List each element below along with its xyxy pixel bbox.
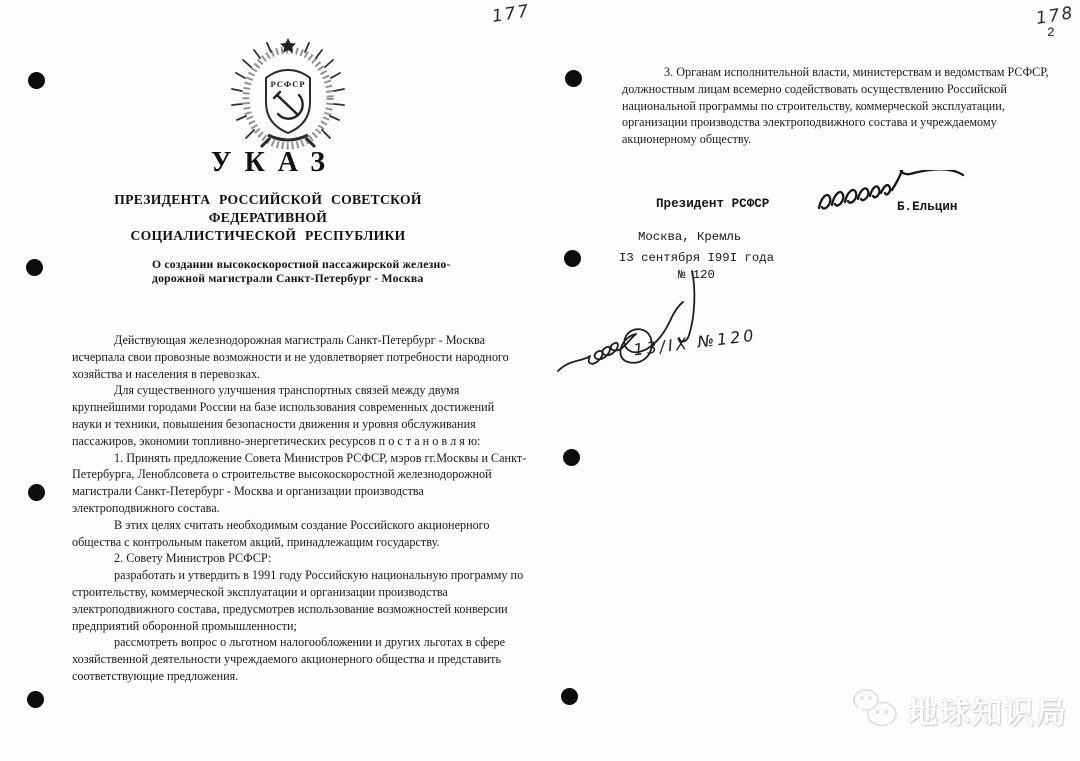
subject-line-2: дорожной магистрали Санкт-Петербург - Москва — [152, 271, 424, 285]
body-line: соответствующие предложения. — [72, 668, 239, 683]
punch-hole-dot — [563, 449, 580, 466]
decree-body-right — [622, 64, 1072, 148]
body-line: магистрали Санкт-Петербург - Москва и организации производства — [72, 484, 424, 499]
body-line: электроподвижного состава, предусмотрев использование возможностей конверсии — [72, 601, 508, 616]
body-line: хозяйственной деятельности учреждаемого акционерного общества и представить — [72, 652, 502, 667]
body-line: акционерному обществу. — [622, 132, 752, 147]
decree-body-left — [72, 332, 552, 685]
watermark — [852, 688, 1068, 732]
handwritten-date-note: 13/IX №120 — [632, 325, 758, 360]
body-line: организации производства электроподвижного состава и учреждаемому — [622, 115, 997, 130]
signatory-title: Президент РСФСР — [656, 197, 770, 211]
decree-date: I3 сентября I99I года — [619, 251, 774, 265]
body-line: крупнейшими городами России на базе использования современных достижений — [72, 400, 495, 415]
punch-hole-dot — [561, 688, 578, 705]
issuer-line-2: СОЦИАЛИСТИЧЕСКОЙ РЕСПУБЛИКИ — [130, 228, 406, 243]
body-line: общества с контрольным пакетом акций, принадлежащим государству. — [72, 534, 440, 549]
decree-issuer — [62, 191, 474, 245]
body-line: пассажиров, экономии топливно-энергетических ресурсов п о с т а н о в л я ю: — [72, 433, 481, 448]
decree-subject — [152, 258, 451, 286]
body-line: Действующая железнодорожная магистраль Санкт-Петербург - Москва — [114, 333, 486, 347]
body-line: Петербурга, Леноблсовета о строительстве высокоскоростной железнодорожной — [72, 467, 492, 482]
handwritten-page-number-right: 178 — [1034, 3, 1076, 29]
body-line: должностным лицам всемерно содействовать осуществлению Российской — [622, 81, 1007, 96]
signatory-name: Б.Ельцин — [897, 200, 958, 214]
handwritten-page-number-left: 177 — [490, 1, 532, 27]
decree-number: № 120 — [678, 268, 715, 282]
punch-hole-dot — [26, 259, 43, 276]
body-line: Для существенного улучшения транспортных связей между двумя — [114, 383, 460, 398]
subject-line-1: О создании высокоскоростной пассажирской железно- — [152, 258, 451, 271]
rsfsr-coat-of-arms-icon — [228, 36, 348, 152]
watermark-text: 地球知识局 — [908, 696, 1068, 731]
handwritten-scribble-icon — [552, 264, 727, 379]
body-line: 3. Органам исполнительной власти, министерствам и ведомствам РСФСР, — [664, 65, 1049, 79]
issuer-line-1: ПРЕЗИДЕНТА РОССИЙСКОЙ СОВЕТСКОЙ ФЕДЕРАТИВНОЙ — [114, 192, 422, 225]
decree-title: УКАЗ — [210, 147, 339, 178]
punch-hole-dot — [27, 691, 44, 708]
body-line: 1. Принять предложение Совета Министров РСФСР, мэров гг.Москвы и Санкт- — [114, 450, 527, 465]
body-line: науки и техники, повышения безопасности движения и уровня обслуживания — [72, 416, 476, 431]
body-line: В этих целях считать необходимым создание Российского акционерного — [114, 517, 490, 532]
body-line: разработать и утвердить в 1991 году Российскую национальную программу по — [114, 568, 524, 583]
body-line: 2. Совету Министров РСФСР: — [114, 551, 272, 566]
body-line: предприятий оборонной промышленности; — [72, 618, 297, 633]
decree-place: Москва, Кремль — [638, 230, 742, 244]
body-line: электроподвижного состава. — [72, 500, 220, 515]
body-line: строительству, коммерческой эксплуатации и организации производства — [72, 584, 448, 599]
punch-hole-dot — [28, 484, 45, 501]
wechat-icon — [852, 688, 900, 732]
punch-hole-dot — [565, 70, 582, 87]
punch-hole-dot — [28, 72, 45, 89]
body-line: национальной программы по строительству, коммерческой эксплуатации, — [622, 98, 1005, 113]
typed-page-number: 2 — [1047, 25, 1055, 40]
body-line: исчерпала свои провозные возможности и не удовлетворяет потребности народного — [72, 349, 509, 364]
emblem-abbreviation: РСФСР — [270, 79, 306, 89]
body-line: рассмотреть вопрос о льготном налогообложении и других льготах в сфере — [114, 635, 506, 650]
body-line: хозяйства и населения в перевозках. — [72, 366, 261, 381]
